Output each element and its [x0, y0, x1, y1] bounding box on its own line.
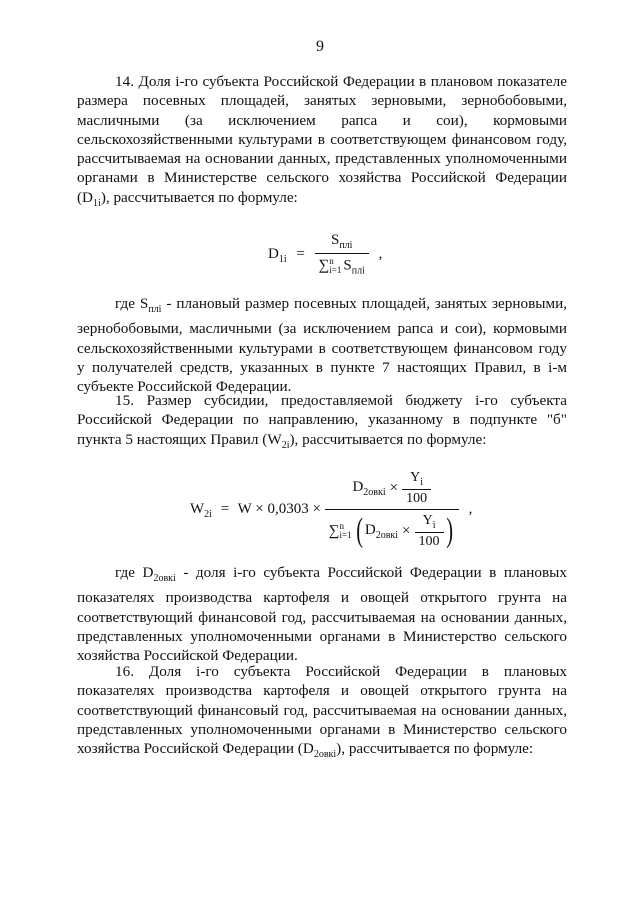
- formula-2-times-1: ×: [255, 501, 264, 518]
- paragraph-15-sub: 2i: [281, 439, 290, 451]
- paragraph-15-text: 15. Размер субсидии, предоставляемой бюджету i-го субъекта Российской Федерации по направлению, указанному в подпункте "б" пункта 5 настоящих Правил (W: [77, 392, 567, 448]
- formula-2-w: W: [237, 501, 252, 518]
- where-clause-1-text: - плановый размер посевных площадей, занятых зерновыми, зернобобовыми, масличными (за исключением рапса и сои), кормовыми сельскохозяйственными культурами в соответствующем финансовом году у получателей средств, указанных в пункте 7 настоящих Правил, в i-м субъекте Российской Федерации.: [77, 295, 568, 396]
- page-number: 9: [316, 38, 324, 55]
- paragraph-16-end: ), рассчитывается по формуле:: [336, 740, 534, 758]
- where-clause-1-start: где S: [115, 295, 149, 312]
- paragraph-16: [77, 662, 567, 765]
- formula-2-denominator: ∑ n i=1 ( $D_{2овкi}$ × $\frac{Y_i}{100}$ ): [325, 509, 459, 550]
- formula-2-lhs: $W_{2i}$: [190, 501, 212, 521]
- where-clause-2-start: где D: [115, 564, 154, 581]
- formula-2-fraction: [325, 470, 459, 550]
- where-clause-2: [77, 563, 567, 666]
- formula-1-comma: ,: [378, 245, 383, 262]
- paragraph-14: [77, 72, 567, 213]
- where-clause-1-sub: плi: [148, 304, 162, 316]
- paragraph-16-sub: 2овкi: [313, 749, 337, 761]
- formula-2-numerator: $D_{2овкi}$ × $\frac{Y_i}{100}$: [348, 470, 435, 509]
- formula-2-coefficient: 0,0303: [267, 501, 309, 518]
- formula-1: [268, 232, 382, 276]
- paragraph-15-end: ), рассчитывается по формуле:: [289, 430, 487, 448]
- paragraph-14-end: ), рассчитывается по формуле:: [100, 188, 298, 206]
- formula-1-numerator: $S_{плi}$: [330, 232, 353, 251]
- paragraph-15: [77, 391, 567, 455]
- formula-2: [190, 470, 472, 550]
- where-clause-2-text: - доля i-го субъекта Российской Федерации в плановых показателях производства картофеля и овощей открытого грунта на соответствующий финансовой год, рассчитываемая на основании данных, представленных уполномоченными органами в Министерство сельского хозяйства Российской Федерации.: [77, 564, 567, 665]
- where-clause-2-sub: 2овкi: [153, 573, 176, 585]
- formula-2-eq: =: [220, 501, 230, 518]
- formula-1-eq: =: [296, 245, 305, 262]
- formula-1-fraction: [315, 232, 369, 276]
- formula-2-times-2: ×: [312, 501, 321, 518]
- paragraph-16-text: 16. Доля i-го субъекта Российской Федерации в плановых показателях производства картофеля и овощей открытого грунта на соответствующий финансовый год, рассчитываемая на основании данных, представленных уполномоченными органами в Министерство сельского хозяйства Российской Федерации (D: [77, 663, 567, 758]
- formula-2-comma: ,: [468, 501, 473, 518]
- formula-1-lhs: $D_{1i}$: [268, 245, 287, 265]
- where-clause-1: [77, 294, 567, 397]
- paragraph-14-text: 14. Доля i-го субъекта Российской Федерации в плановом показателе размера посевных площадей, занятых зерновыми, зернобобовыми, масличными (за исключением рапса и сои), кормовыми сельскохозяйственными культурами в соответствующем финансовом году, рассчитываемая на основании данных, представленных уполномоченными органами в Министерстве сельского хозяйства Российской Федерации (D: [77, 73, 567, 206]
- paragraph-14-sub: 1i: [93, 197, 101, 209]
- formula-1-denominator: ∑ n i=1 $S_{плi}$: [315, 253, 369, 276]
